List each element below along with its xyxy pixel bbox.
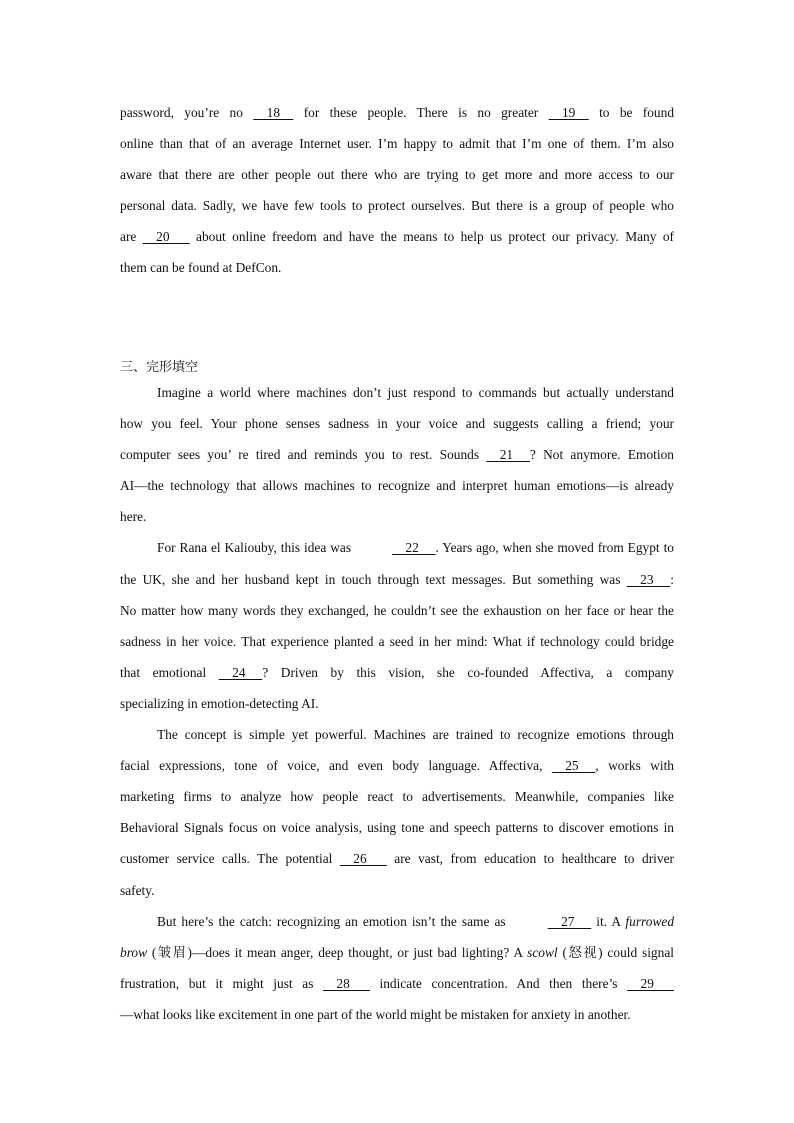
text-run: are [120, 229, 143, 245]
answer-blank-26[interactable]: 26 [339, 851, 387, 867]
answer-blank-23[interactable]: 23 [626, 571, 671, 587]
text-run: , works with [595, 758, 674, 774]
answer-blank-25[interactable]: 25 [551, 758, 596, 774]
text-run: to be found [588, 105, 675, 120]
cloze-line: AI—the technology that allows machines to recognize and interpret human emotions—is already [120, 478, 674, 494]
answer-blank-19[interactable]: 19 [548, 105, 589, 120]
cloze-line: here. [120, 509, 147, 525]
text-run: For Rana el Kaliouby, this idea was [157, 540, 355, 556]
passage-line: them can be found at DefCon. [120, 260, 282, 276]
text-run: : [670, 571, 674, 587]
italic-term: scowl [527, 944, 558, 960]
italic-term: brow [120, 944, 148, 960]
cloze-line [120, 657, 674, 688]
passage-continuation [120, 97, 674, 284]
text-run: the UK, she and her husband kept in touch through text messages. But something was [120, 571, 627, 587]
text-run: about online freedom and have the means to help us protect our privacy. Many of [189, 229, 674, 245]
text-run: frustration, but it might just as [120, 975, 323, 991]
text-run: it. A [591, 913, 626, 929]
answer-blank-21[interactable]: 21 [486, 447, 530, 463]
text-run: that emotional [120, 664, 219, 680]
text-run: ? Driven by this vision, she co-founded Affectiva, a company [262, 664, 675, 680]
cloze-line [120, 439, 674, 470]
cloze-line: marketing firms to analyze how people react to advertisements. Meanwhile, companies like [120, 789, 674, 805]
text-run: But here’s the catch: recognizing an emotion isn’t the same as [157, 913, 511, 929]
cloze-line [120, 937, 674, 968]
text-run: (怒视) could signal [557, 944, 674, 960]
cloze-line: Behavioral Signals focus on voice analysis, using tone and speech patterns to discover emotions in [120, 820, 674, 836]
section-heading: 三、完形填空 [120, 360, 199, 375]
answer-blank-28[interactable]: 28 [323, 975, 370, 991]
passage-line [120, 97, 674, 128]
cloze-line [120, 843, 674, 874]
cloze-line: safety. [120, 882, 155, 898]
text-run: password, you’re no [120, 105, 254, 120]
answer-blank-24[interactable]: 24 [218, 664, 263, 680]
passage-line: aware that there are other people out there who are trying to get more and more access to our [120, 167, 674, 183]
cloze-line: No matter how many words they exchanged, he couldn’t see the exhaustion on her face or hear the [120, 602, 674, 618]
text-run: . Years ago, when she moved from Egypt to [435, 540, 674, 556]
cloze-line: sadness in her voice. That experience planted a seed in her mind: What if technology could bridge [120, 633, 674, 649]
cloze-line: —what looks like excitement in one part of the world might be mistaken for anxiety in another. [120, 1006, 631, 1022]
answer-blank-27[interactable]: 27 [547, 913, 592, 929]
text-run: indicate concentration. And then there’s [369, 975, 628, 991]
passage-line: online than that of an average Internet user. I’m happy to admit that I’m one of them. I’m also [120, 136, 674, 152]
cloze-line [120, 750, 674, 781]
text-run: are vast, from education to healthcare to driver [386, 851, 674, 867]
text-run: ? Not anymore. Emotion [529, 447, 675, 463]
cloze-line [120, 906, 674, 937]
cloze-line [120, 532, 674, 563]
text-run: for these people. There is no greater [293, 105, 549, 120]
passage-line [120, 221, 674, 252]
text-run: (皱眉)—does it mean anger, deep thought, or just bad lighting? A [147, 944, 528, 960]
text-run: computer sees you’ re tired and reminds you to rest. Sounds [120, 447, 487, 463]
answer-blank-22[interactable]: 22 [391, 540, 436, 556]
cloze-line [120, 564, 674, 595]
answer-blank-18[interactable]: 18 [253, 105, 294, 120]
passage-line: personal data. Sadly, we have few tools to protect ourselves. But there is a group of people who [120, 198, 674, 214]
answer-blank-29[interactable]: 29 [627, 975, 674, 991]
cloze-line: how you feel. Your phone senses sadness in your voice and suggests calling a friend; your [120, 416, 674, 432]
answer-blank-20[interactable]: 20 [142, 229, 190, 245]
cloze-line: The concept is simple yet powerful. Machines are trained to recognize emotions through [157, 727, 674, 743]
cloze-line: specializing in emotion-detecting AI. [120, 695, 319, 711]
cloze-line [120, 968, 674, 999]
text-run: facial expressions, tone of voice, and even body language. Affectiva, [120, 758, 552, 774]
cloze-line: Imagine a world where machines don’t just respond to commands but actually understand [157, 385, 674, 400]
cloze-passage [120, 377, 674, 1030]
italic-term: furrowed [625, 913, 675, 929]
text-run: customer service calls. The potential [120, 851, 340, 867]
